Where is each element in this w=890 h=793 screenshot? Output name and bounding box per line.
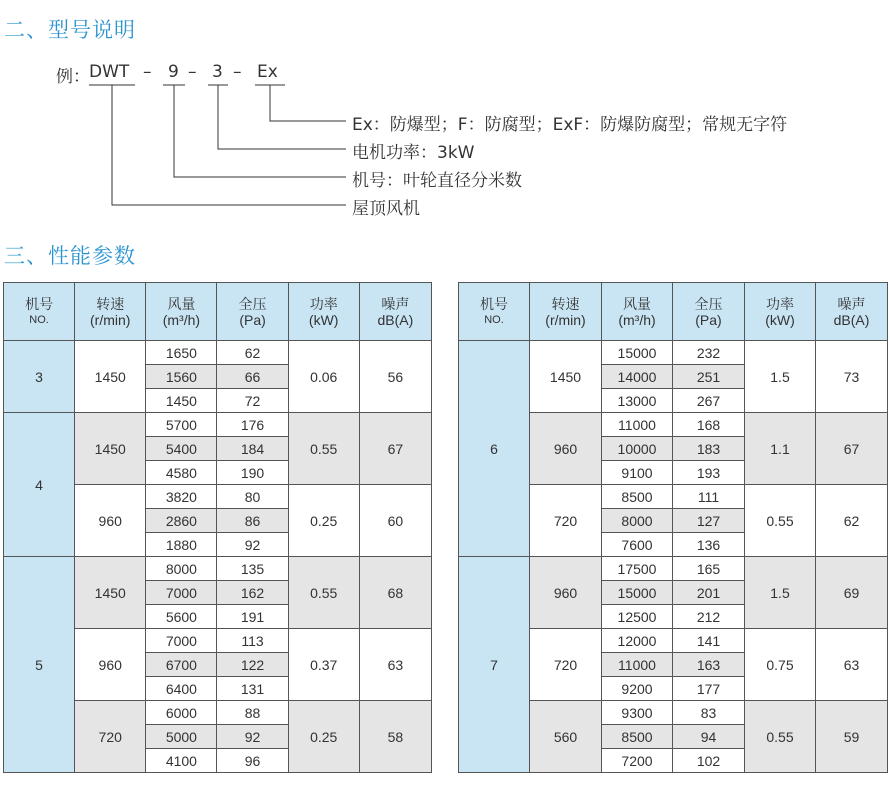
speed-cell: 960: [75, 629, 146, 701]
flow-cell: 1650: [146, 341, 217, 365]
flow-cell: 3820: [146, 485, 217, 509]
header-flow-unit: (m³/h): [618, 311, 656, 328]
speed-cell: 960: [530, 413, 602, 485]
pressure-cell: 141: [673, 629, 745, 653]
flow-cell: 9300: [602, 701, 673, 725]
pressure-cell: 168: [673, 413, 745, 437]
noise-cell: 67: [816, 413, 888, 485]
flow-cell: 5700: [146, 413, 217, 437]
flow-cell: 6700: [146, 653, 217, 677]
header-speed-label: 转速: [551, 295, 580, 312]
pressure-cell: 88: [217, 701, 288, 725]
noise-cell: 68: [359, 557, 431, 629]
pressure-cell: 94: [673, 725, 745, 749]
header-power-unit: (kW): [765, 311, 795, 328]
flow-cell: 5000: [146, 725, 217, 749]
code-part-power: 3: [212, 62, 223, 82]
flow-cell: 8500: [602, 725, 673, 749]
header-flow-label: 风量: [167, 295, 196, 312]
speed-cell: 560: [530, 701, 602, 773]
speed-cell: 960: [75, 485, 146, 557]
pressure-cell: 183: [673, 437, 745, 461]
section-title-model: 二、型号说明: [4, 18, 136, 42]
flow-cell: 11000: [602, 653, 673, 677]
pressure-cell: 162: [217, 581, 288, 605]
flow-cell: 1450: [146, 389, 217, 413]
pressure-cell: 102: [673, 749, 745, 773]
header-pressure: [217, 283, 288, 341]
pressure-cell: 127: [673, 509, 745, 533]
pressure-cell: 131: [217, 677, 288, 701]
header-speed-label: 转速: [96, 295, 125, 312]
header-flow-label: 风量: [623, 295, 651, 312]
flow-cell: 1880: [146, 533, 217, 557]
code-dash: –: [143, 62, 152, 82]
flow-cell: 8000: [146, 557, 217, 581]
speed-cell: 1450: [75, 413, 146, 485]
header-machine-unit: NO.: [29, 313, 49, 326]
header-noise-label: 噪声: [381, 295, 410, 312]
header-pressure-unit: (Pa): [695, 311, 722, 328]
flow-cell: 2860: [146, 509, 217, 533]
pressure-cell: 193: [673, 461, 745, 485]
code-part-series: DWT: [89, 62, 130, 82]
pressure-cell: 232: [673, 341, 745, 365]
header-power: [745, 283, 816, 341]
header-power: [288, 283, 359, 341]
noise-cell: 60: [359, 485, 431, 557]
noise-cell: 73: [816, 341, 888, 413]
pressure-cell: 165: [673, 557, 745, 581]
machine-no-cell: 4: [4, 413, 75, 557]
flow-cell: 14000: [602, 365, 673, 389]
noise-cell: 69: [816, 557, 888, 629]
pressure-cell: 62: [217, 341, 288, 365]
machine-no-cell: 3: [4, 341, 75, 413]
pressure-cell: 86: [217, 509, 288, 533]
flow-cell: 9200: [602, 677, 673, 701]
pressure-cell: 176: [217, 413, 288, 437]
header-noise: [816, 283, 888, 341]
flow-cell: 7600: [602, 533, 673, 557]
flow-cell: 6000: [146, 701, 217, 725]
pressure-cell: 135: [217, 557, 288, 581]
machine-no-cell: 7: [459, 557, 530, 773]
section-title-performance: 三、性能参数: [4, 244, 136, 268]
flow-cell: 8500: [602, 485, 673, 509]
header-power-unit: (kW): [308, 311, 339, 328]
speed-cell: 1450: [530, 341, 602, 413]
table-header: [4, 283, 432, 341]
table-body: [4, 341, 432, 773]
power-cell: 0.06: [288, 341, 359, 413]
noise-cell: 56: [359, 341, 431, 413]
pressure-cell: 177: [673, 677, 745, 701]
pressure-cell: 212: [673, 605, 745, 629]
flow-cell: 13000: [602, 389, 673, 413]
header-speed: [75, 283, 146, 341]
performance-table-right: [458, 282, 888, 773]
header-row: [459, 283, 888, 341]
pressure-cell: 122: [217, 653, 288, 677]
power-cell: 0.37: [288, 629, 359, 701]
flow-cell: 4580: [146, 461, 217, 485]
table-header: [459, 283, 888, 341]
code-part-type: Ex: [257, 62, 278, 82]
pressure-cell: 92: [217, 725, 288, 749]
power-cell: 0.55: [288, 413, 359, 485]
noise-cell: 59: [816, 701, 888, 773]
table-row: [459, 341, 888, 365]
pressure-cell: 267: [673, 389, 745, 413]
noise-cell: 62: [816, 485, 888, 557]
header-pressure-unit: (Pa): [239, 311, 266, 328]
header-machine-unit: NO.: [484, 313, 504, 326]
speed-cell: 720: [530, 485, 602, 557]
noise-cell: 63: [359, 629, 431, 701]
code-dash: –: [188, 62, 197, 82]
noise-cell: 58: [359, 701, 431, 773]
power-cell: 1.5: [745, 557, 816, 629]
table-row: [459, 557, 888, 581]
noise-cell: 67: [359, 413, 431, 485]
power-cell: 0.55: [745, 485, 816, 557]
pressure-cell: 92: [217, 533, 288, 557]
flow-cell: 15000: [602, 581, 673, 605]
flow-cell: 11000: [602, 413, 673, 437]
pressure-cell: 83: [673, 701, 745, 725]
pressure-cell: 136: [673, 533, 745, 557]
pressure-cell: 201: [673, 581, 745, 605]
model-explanation: [0, 0, 890, 230]
header-row: [4, 283, 432, 341]
speed-cell: 960: [530, 557, 602, 629]
flow-cell: 4100: [146, 749, 217, 773]
desc-type: Ex：防爆型；F：防腐型；ExF：防爆防腐型；常规无字符: [352, 115, 788, 135]
header-machine: [459, 283, 530, 341]
table-row: [4, 557, 432, 581]
desc-series: 屋顶风机: [352, 199, 420, 219]
flow-cell: 1560: [146, 365, 217, 389]
flow-cell: 15000: [602, 341, 673, 365]
header-noise-unit: dB(A): [833, 311, 870, 328]
header-flow: [602, 283, 673, 341]
header-pressure-label: 全压: [694, 295, 723, 312]
speed-cell: 720: [75, 701, 146, 773]
header-power-label: 功率: [309, 295, 338, 312]
flow-cell: 7000: [146, 581, 217, 605]
performance-table-left: [3, 282, 432, 773]
flow-cell: 7000: [146, 629, 217, 653]
flow-cell: 17500: [602, 557, 673, 581]
header-speed: [530, 283, 602, 341]
flow-cell: 9100: [602, 461, 673, 485]
header-noise: [359, 283, 431, 341]
noise-cell: 63: [816, 629, 888, 701]
header-flow-unit: (m³/h): [162, 311, 201, 328]
pressure-cell: 190: [217, 461, 288, 485]
speed-cell: 1450: [75, 557, 146, 629]
machine-no-cell: 5: [4, 557, 75, 773]
power-cell: 0.55: [745, 701, 816, 773]
pressure-cell: 113: [217, 629, 288, 653]
desc-machine-no: 机号：叶轮直径分米数: [352, 171, 522, 191]
power-cell: 1.5: [745, 341, 816, 413]
header-power-label: 功率: [766, 295, 794, 312]
header-pressure: [673, 283, 745, 341]
power-cell: 0.55: [288, 557, 359, 629]
table-row: [4, 341, 432, 365]
header-noise-unit: dB(A): [377, 311, 414, 328]
pressure-cell: 191: [217, 605, 288, 629]
desc-power: 电机功率：3kW: [352, 143, 475, 163]
pressure-cell: 251: [673, 365, 745, 389]
example-label: 例：: [56, 67, 90, 87]
power-cell: 0.25: [288, 485, 359, 557]
header-pressure-label: 全压: [238, 295, 267, 312]
machine-no-cell: 6: [459, 341, 530, 557]
power-cell: 0.75: [745, 629, 816, 701]
header-machine: [4, 283, 75, 341]
header-flow: [146, 283, 217, 341]
header-speed-unit: (r/min): [545, 311, 586, 328]
table-body: [459, 341, 888, 773]
code-dash: –: [233, 62, 242, 82]
speed-cell: 1450: [75, 341, 146, 413]
header-machine-label: 机号: [25, 295, 54, 312]
pressure-cell: 184: [217, 437, 288, 461]
pressure-cell: 111: [673, 485, 745, 509]
flow-cell: 5600: [146, 605, 217, 629]
pressure-cell: 72: [217, 389, 288, 413]
header-machine-label: 机号: [480, 295, 508, 312]
pressure-cell: 96: [217, 749, 288, 773]
flow-cell: 7200: [602, 749, 673, 773]
speed-cell: 720: [530, 629, 602, 701]
header-noise-label: 噪声: [837, 295, 866, 312]
flow-cell: 6400: [146, 677, 217, 701]
table-row: [4, 413, 432, 437]
code-part-machine-no: 9: [168, 62, 179, 82]
flow-cell: 10000: [602, 437, 673, 461]
power-cell: 1.1: [745, 413, 816, 485]
flow-cell: 8000: [602, 509, 673, 533]
power-cell: 0.25: [288, 701, 359, 773]
header-speed-unit: (r/min): [90, 311, 131, 328]
flow-cell: 12000: [602, 629, 673, 653]
pressure-cell: 80: [217, 485, 288, 509]
flow-cell: 5400: [146, 437, 217, 461]
pressure-cell: 66: [217, 365, 288, 389]
flow-cell: 12500: [602, 605, 673, 629]
pressure-cell: 163: [673, 653, 745, 677]
